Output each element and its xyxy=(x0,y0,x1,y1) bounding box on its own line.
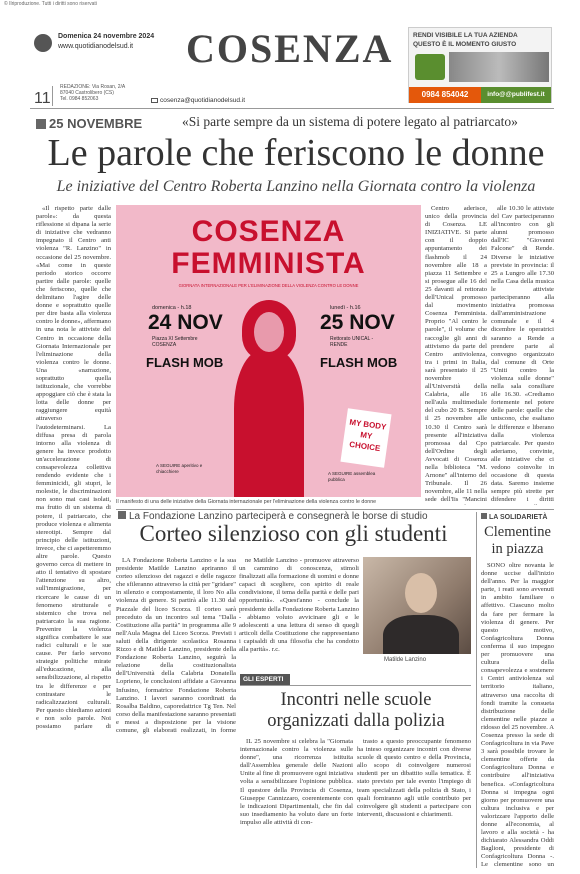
poster-title-1: COSENZA xyxy=(191,215,346,248)
sidebar-headline: Clementine in piazza xyxy=(484,524,551,557)
email-icon xyxy=(151,98,158,103)
address-block xyxy=(60,84,125,102)
event2-day: lunedì - h.16 xyxy=(330,305,361,311)
advertisement[interactable] xyxy=(408,27,552,103)
poster-bottom-left: A SEGUIRE aperitivo e chiacchiere xyxy=(156,463,203,474)
poster-subtitle: GIORNATA INTERNAZIONALE PER L'ELIMINAZIONE DELLA VIOLENZA CONTRO LE DONNE xyxy=(178,283,359,288)
address-line-1: REDAZIONE: Via Rosan, 2/A xyxy=(60,84,126,90)
copyright-note: © Ilriproduzione. Tutti i diritti sono riservati xyxy=(4,1,97,7)
masthead-website[interactable]: www.quotidianodelsud.it xyxy=(58,43,134,50)
lead-kicker-tag xyxy=(36,116,142,131)
ad-phone: 0984 854042 xyxy=(409,87,481,103)
poster-bottom-right: A SEGUIRE assemblea pubblica xyxy=(328,471,376,482)
masthead-divider xyxy=(52,86,53,106)
lead-column-5-text: alle 10.30 le attiviste del Cav parteciperanno all'incontro con gli alunni promosso dall'IC "Giovanni Falcone" di Rende. Diverse le iniziative previste in provincia: il 25 a Lungro alle 17.30 nella Casa della musica le attiviste parteciperanno alla iniziativa promossa dall'amministrazione comunale e il 4 dicembre le operatrici saranno a Rende a prendere parte al convegno organizzato dal comune di Orte "Uniti contro la violenza sulle donne" nella sala consiliare alle 16.30. «Crediamo fortemente nel potere delle parole: quelle che uniscono, che esaltano le differenze e liberano dalla violenza patriarcale. Per questo aderiamo, convinte, alle iniziative che ci vedono coinvolte in occasione di questa data. Saremo insieme sempre più strette per difendere i diritti xyxy=(491,205,554,504)
lead-column-5 xyxy=(491,205,554,505)
story2-kicker-text: La Fondazione Lanzino parteciperà e consegnerà le borse di studio xyxy=(129,511,428,522)
poster-figure-body xyxy=(234,350,304,497)
edition-title: COSENZA xyxy=(186,26,394,71)
poster-image xyxy=(116,205,421,497)
event1-type: FLASH MOB xyxy=(146,355,224,370)
event2-type: FLASH MOB xyxy=(320,355,398,370)
portrait-photo xyxy=(363,557,471,654)
ad-line-1: RENDI VISIBILE LA TUA AZIENDA xyxy=(413,32,518,39)
portrait-head xyxy=(405,573,437,613)
story2-column-2-text: ne Matilde Lanzino - promuove attraverso un cammino di conoscenza, stimoli finalizzati alla formazione di uomini e donne capaci di scegliere, con spirito di reale condivisione, il tema della parità e delle pari opportunità». «Quest'anno - conclude la presidente della Fondazione Roberta Lanzino - abbiamo voluto avvicinare gli e le adolescenti a una lettura di senso di quegli articoli della Costituzione che rappresentano i capisaldi di una filosofia che ha condotto alla parità». r.c. xyxy=(239,557,359,654)
ad-logo-icon xyxy=(415,54,445,80)
lead-column-4 xyxy=(425,205,487,505)
poster-figure xyxy=(228,300,310,497)
newspaper-logo-icon xyxy=(34,34,52,52)
story3-tag: GLI ESPERTI xyxy=(240,674,290,685)
sidebar-body-text: SONO oltre novanta le donne uccise dall'inizio dell'anno. Per la maggior parte, i reati sono avvenuti in ambito familiare o affettivo. Ciascuno molto da fare per fermare la violenza di genere. Per questo motivo, Confagricoltura Donna conferma il suo impegno per promuovere una cultura della consapevolezza e sostenere i Centri antiviolenza sul territorio italiano, attraverso una raccolta di fondi tramite la consueta distribuzione delle clementine nelle piazze a ridosso del 25 novembre. A Cosenza presso la sede di Confagricoltura in via Pave 3 sarà possibile trovare le clementine offerte da Confagricoltura Donna e contribuire all'iniziativa benefica. «Confagricoltura Donna si impegna ogni giorno per promuovere una cultura inclusiva e per valorizzare l'apporto delle donne all'economia, al lavoro e alla società - ha dichiarato Alessandra Oddi Baglioni, presidente di Confagricoltura Donna -. Le clementine sono un xyxy=(481,562,554,868)
ad-email: info@@publifest.it xyxy=(481,87,551,103)
sidebar-tag-text: LA SOLIDARIETÀ xyxy=(489,514,548,521)
event1-place: Piazza XI Settembre COSENZA xyxy=(152,336,198,348)
portrait-shoulders xyxy=(383,615,459,654)
story2-column-2 xyxy=(239,557,359,665)
lead-headline: Le parole che feriscono le donne xyxy=(47,132,545,174)
masthead-email[interactable]: cosenza@quotidianodelsud.it xyxy=(160,97,246,104)
address-line-2: 87040 Castrolibero (CS) xyxy=(60,90,114,96)
story2-column-1 xyxy=(116,557,236,735)
story3-column-2 xyxy=(357,738,471,868)
poster-title-2: FEMMINISTA xyxy=(171,247,366,280)
lead-kicker-quote: «Si parte sempre da un sistema di potere legato al patriarcato» xyxy=(182,114,518,129)
address-line-3: Tel. 0984 852063 xyxy=(60,96,99,102)
lead-column-1-text: «Il rispetto parte dalle parole»: da questa riflessione si dipana la serie di iniziative che vedranno impegnato il Centro anti violenza "R. Lanzino" in occasione del 25 novembre. «Mai come in queste periodo storico occorre partire dalle parole: quelle che feriscono, quelle che delimitano l'agire delle donne e soprattutto quelle per dire basta alla violenza contro le donne», affermano in una nota le attiviste del Centro in occasione della Giornata Internazionale per l'eliminazione della violenza contro le donne. Una «narrazione, soprattutto quella istituzionale, che vorrebbe appoggiare ciò che è stata la lotta delle donne per raggiungere equità attraverso l'autodeterminarsi. La diffusa presa di parola intorno alla violenza di genere ha invece prodotto un'accelerazione di consapevolezza collettiva rendendo evidente che i femminicidi, gli stupri, le molestie, le discriminazioni non sono mai casi isolati, ma frutto di un sistema di potere, il patriarcato, che produce violenza e alimenta stereotipi. Sempre dal principio delle istituzioni, invece, che ci aspetteremmo altre parole. Questo governo cerca di mettere in atto il tentativo di spostare l'attenzione su altro, sull'immigrazione, per ricercare le cause di un fenomeno strutturale e sistemico che trova nel patriarcato la sua ragione. Prevenire la violenza significa combattere le sue radici culturali e le sue cause. Per farlo servono strategie politiche mirate all'educazione, alla sensibilizzazione, al rispetto tra le differenze e per contrastare le radicalizzazioni culturali. Per questo chiediamo azioni e non solo parole. Noi possiamo parlare di xyxy=(36,205,111,730)
kicker-square-icon xyxy=(118,511,126,519)
sidebar-body xyxy=(481,562,554,868)
page-number: 11 xyxy=(34,90,51,107)
event1-date: 24 NOV xyxy=(148,311,223,334)
photo-caption: Matilde Lanzino xyxy=(384,657,427,663)
kicker-square-icon xyxy=(481,513,487,519)
story2-column-1-text: LA Fondazione Roberta Lanzino e la sua presidente Matilde Lanzino apriranno il corteo silenzioso dei ragazzi e delle ragazze che sfileranno attraverso la città per "gridare" in silenzio e compostamente, il loro No alla violenza di genere. Si partirà alle 11.30 dal Piazzale del liceo Scorza. Il corteo sarà preceduto da un incontro sul tema "Dalla Costituzione alla parità" in programma alle 9 nell'Aula Magna del Liceo Scorza. Previsti i saluti della dirigente scolastica Rosanna Rizzo e di Matilde Lanzino, presidente della Fondazione Roberta Lanzino, seguirà la relazione della costituzionalista dell'Università della Calabria Donatella Loprieno, le conclusioni affidate a Giovanna Infusino, formatrice Fondazione Roberta Lanzino. I lavori saranno coordinati da Rosalba Baldino, caporedattrice Tg Ten. Nel corso della manifestazione saranno presentati e messi a disposizione per la visione comune, gli elaborati realizzati, in forme xyxy=(116,557,236,734)
lead-column-1 xyxy=(36,205,111,731)
event1-day: domenica - h.18 xyxy=(152,305,192,311)
story2-headline: Corteo silenzioso con gli studenti xyxy=(139,521,448,546)
story3-column-2-text: trasto a questo preoccupante fenomeno ha inteso organizzare incontri con diverse scuole di questo centro e della Provincia, allo scopo di coinvolgere numerosi studenti per un dibattito sulla tematica. È stato previsto per tale evento l'impiego di team specializzati della polizia di Stato, i quali forniranno agli utile contributo per coinvolgere gli studenti a partecipare con interventi, discussioni e chiarimenti. xyxy=(357,738,471,818)
lead-column-4-text: Centro aderisce, unico della provincia di Cosenza. LE INIZIATIVE. Si parte con il doppio appuntamento dei flashmob il 24 novembre alle 18 a piazza 11 Settembre e si prosegue alle 16 del 25 davanti al rettorato dell'Unical promosso dal movimento Cosenza Femminista. Proprio "Al centro le parole", il volume che raccoglie gli anni di attivismo da parte del Centro antiviolenza, tra i primi in Italia, sarà presentato il 25 novembre all'Università della Calabria, alle 16 nell'aula multimediale del cubo 20 B. Sempre il 25 novembre alle 10.30 il Centro sarà presente all'iniziativa promossa dal Cpo dell'Ordine degli Avvocati di Cosenza nella biblioteca "M. Arnone" all'interno del Tribunale. Il 26 novembre, alle 11 nella sede dell'Iis "Mancini xyxy=(425,205,487,504)
poster-sign: MY BODY MY CHOICE xyxy=(340,408,391,468)
sidebar-tag xyxy=(481,513,547,521)
ad-line-2: QUESTO È IL MOMENTO GIUSTO xyxy=(413,41,517,48)
poster-caption: Il manifesto di una delle iniziative della Giornata internazionale per l'eliminazione della violenza contro le donne xyxy=(116,499,377,505)
story3-column-1 xyxy=(240,738,353,868)
event2-place: Rettorato UNICAL - RENDE xyxy=(330,336,374,348)
event2-date: 25 NOV xyxy=(320,311,395,334)
story3-column-1-text: IL 25 novembre si celebra la "Giornata internazionale contro la violenza sulle donne", una ricorrenza istituita dall'Assemblea generale delle Nazioni Unite al fine di promuovere ogni iniziativa volta a sensibilizzare l'opinione pubblica. Il questore della Provincia di Cosenza, Giuseppe Cannizzaro, coerentemente con le indicazioni Dipartimentali, che fin dal suo insediamento ha voluto dare un forte impulso alle attività di con- xyxy=(240,738,353,826)
story3-headline: Incontri nelle scuole organizzati dalla polizia xyxy=(267,690,445,731)
poster-figure-face xyxy=(254,312,284,352)
kicker-square-icon xyxy=(36,119,46,129)
lead-subheadline: Le iniziative del Centro Roberta Lanzino nella Giornata contro la violenza xyxy=(56,178,536,195)
ad-image xyxy=(449,52,549,82)
lead-kicker-tag-text: 25 NOVEMBRE xyxy=(49,116,143,131)
masthead-date: Domenica 24 novembre 2024 xyxy=(58,33,155,40)
